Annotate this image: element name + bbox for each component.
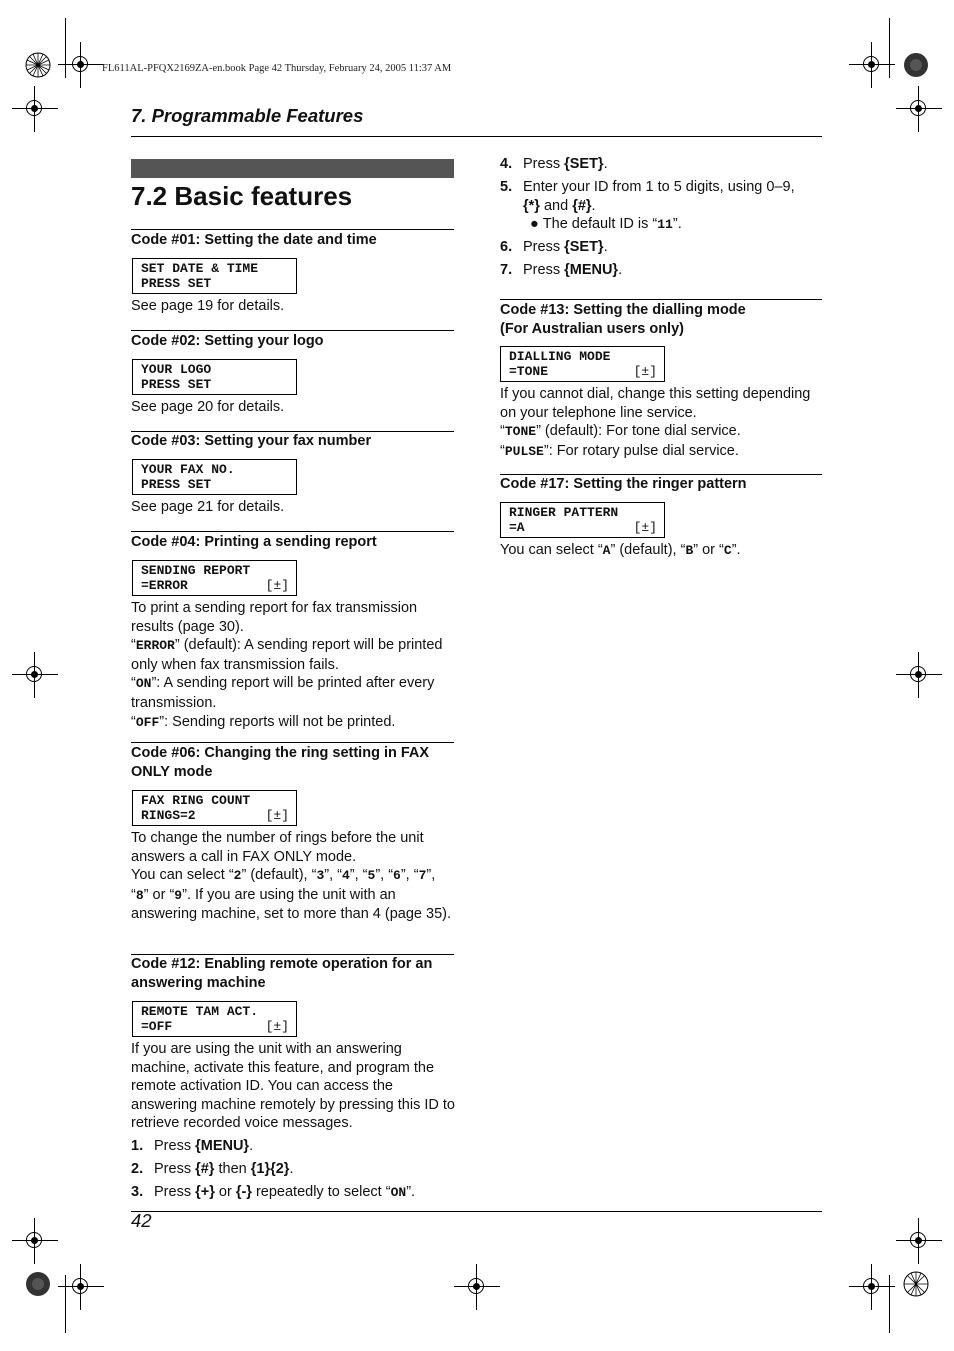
code-divider [131, 531, 454, 532]
code-02-note: See page 20 for details. [131, 399, 285, 415]
lcd-line-2: =ERROR [141, 578, 188, 593]
code-divider [131, 330, 454, 331]
lcd-line-1: DIALLING MODE [509, 349, 611, 364]
set-key-label: {SET} [564, 239, 604, 255]
code-17-options: You can select “A” (default), “B” or “C”. [500, 542, 741, 558]
crosshair-mark-icon [70, 54, 92, 76]
code-04-desc-text: To print a sending report for fax transmission results (page 30). [131, 600, 418, 635]
lcd-line-2: PRESS SET [141, 377, 212, 392]
crosshair-mark-icon [908, 1230, 930, 1252]
page-number: 42 [131, 1210, 152, 1231]
lcd-line-1: YOUR LOGO [141, 362, 212, 377]
code-04-description [131, 599, 456, 732]
crosshair-mark-icon [861, 54, 883, 76]
code-04-option-on: “ON”: A sending report will be printed after every transmission. [131, 675, 435, 711]
code-03-lcd-display [132, 459, 297, 495]
lcd-line-2: PRESS SET [141, 477, 212, 492]
lcd-line-1: REMOTE TAM ACT. [141, 1004, 259, 1019]
crosshair-mark-icon [24, 1230, 46, 1252]
code-06-description: To change the number of rings before the unit answers a call in FAX ONLY mode. You can select “2” (default), “3”, “4”, “5”, “6”, “7”, “8” or “9”. If you are using the unit with an answering machine, set to more than 4 (page 35). [131, 829, 456, 924]
code-13-lcd-display [500, 346, 665, 382]
section-title-bar [131, 159, 454, 178]
code-06-options: You can select “2” (default), “3”, “4”, “5”, “6”, “7”, “8” or “9”. If you are using the unit with an answering machine, set to more than 4 (page 35). [131, 867, 451, 923]
lcd-line-2: PRESS SET [141, 276, 212, 291]
registration-solid-circle-icon [25, 1271, 51, 1297]
star-key-label: {*} [523, 197, 540, 214]
code-12-step-5: 5. Enter your ID from 1 to 5 digits, using 0–9, {*} and {#}. [500, 179, 795, 214]
crop-line [889, 18, 890, 78]
crop-line [889, 1275, 890, 1333]
hash-key-label: {#} [195, 1161, 215, 1177]
code-13-heading: Code #13: Setting the dialling mode (For Australian users only) [500, 302, 746, 337]
crosshair-mark-icon [908, 98, 930, 120]
code-06-heading: Code #06: Changing the ring setting in FAX ONLY mode [131, 745, 430, 780]
code-03-heading: Code #03: Setting your fax number [131, 433, 372, 449]
code-divider [131, 742, 454, 743]
header-rule [131, 136, 822, 137]
lcd-line-1: YOUR FAX NO. [141, 462, 235, 477]
code-12-step-4: 4. Press {SET}. [500, 156, 608, 172]
code-04-lcd-display [132, 560, 297, 596]
code-12-heading: Code #12: Enabling remote operation for an answering machine [131, 956, 433, 991]
lcd-plus-minus-indicator: [±] [265, 808, 289, 823]
hash-key-label: {#} [572, 197, 592, 214]
registration-starburst-icon [903, 1271, 929, 1297]
code-01-lcd-display [132, 258, 297, 294]
lcd-line-1: SET DATE & TIME [141, 261, 259, 276]
code-12-lcd-display [132, 1001, 297, 1037]
set-key-label: {SET} [564, 156, 604, 172]
code-04-option-off: “OFF”: Sending reports will not be printed. [131, 713, 396, 730]
code-divider [131, 229, 454, 230]
lcd-line-1: FAX RING COUNT [141, 793, 251, 808]
footer-rule [131, 1211, 822, 1212]
code-12-step-7: 7. Press {MENU}. [500, 262, 623, 278]
plus-key-label: {+} [195, 1184, 215, 1200]
lcd-line-2: RINGS=2 [141, 808, 196, 823]
code-13-option-pulse: “PULSE”: For rotary pulse dial service. [500, 442, 739, 459]
code-04-option-error: “ERROR” (default): A sending report will be printed only when fax transmission fails. [131, 637, 443, 673]
bullet-icon: ● [530, 216, 543, 232]
code-12-description: If you are using the unit with an answering machine, activate this feature, and program the remote activation ID. You can access the answering machine remotely by pressing this ID to retrieve recorded voice messages. [131, 1041, 455, 1132]
crosshair-mark-icon [861, 1276, 883, 1298]
crosshair-mark-icon [24, 98, 46, 120]
crop-line [65, 1275, 66, 1333]
crop-line [65, 18, 66, 78]
lcd-line-2: =OFF [141, 1019, 173, 1034]
lcd-plus-minus-indicator: [±] [265, 578, 289, 593]
code-02-lcd-display [132, 359, 297, 395]
chapter-title: 7. Programmable Features [131, 105, 364, 126]
code-12-default-id-note: ● The default ID is “11”. [530, 216, 682, 232]
registration-starburst-icon [25, 52, 51, 78]
code-divider [500, 299, 822, 300]
code-17-lcd-display [500, 502, 665, 538]
minus-key-label: {-} [235, 1184, 252, 1200]
book-info: FL611AL-PFQX2169ZA-en.book Page 42 Thursday, February 24, 2005 11:37 AM [102, 63, 452, 74]
code-02-heading: Code #02: Setting your logo [131, 333, 324, 349]
code-04-heading: Code #04: Printing a sending report [131, 534, 377, 550]
lcd-plus-minus-indicator: [±] [633, 364, 657, 379]
digit-keys-label: {1}{2} [250, 1161, 290, 1177]
crosshair-mark-icon [466, 1276, 488, 1298]
code-12-step-3: 3. Press {+} or {-} repeatedly to select “ON”. [131, 1184, 416, 1200]
crosshair-mark-icon [70, 1276, 92, 1298]
code-13-description: If you cannot dial, change this setting depending on your telephone line service. “TONE” (default): For tone dial service. “PULSE”: For rotary pulse dial service. [500, 385, 824, 461]
code-12-step-1: 1. Press {MENU}. [131, 1138, 254, 1154]
lcd-plus-minus-indicator: [±] [633, 520, 657, 535]
lcd-line-2: =TONE [509, 364, 549, 379]
code-13-option-tone: “TONE” (default): For tone dial service. [500, 423, 741, 440]
lcd-plus-minus-indicator: [±] [265, 1019, 289, 1034]
menu-key-label: {MENU} [564, 262, 619, 278]
menu-key-label: {MENU} [195, 1138, 250, 1154]
code-17-heading: Code #17: Setting the ringer pattern [500, 476, 747, 492]
lcd-line-1: RINGER PATTERN [509, 505, 619, 520]
lcd-line-2: =A [509, 520, 525, 535]
code-03-note: See page 21 for details. [131, 499, 285, 515]
crosshair-mark-icon [908, 664, 930, 686]
crosshair-mark-icon [24, 664, 46, 686]
code-12-step-6: 6. Press {SET}. [500, 239, 608, 255]
lcd-line-1: SENDING REPORT [141, 563, 251, 578]
code-06-lcd-display [132, 790, 297, 826]
code-12-step-2: 2. Press {#} then {1}{2}. [131, 1161, 294, 1177]
registration-solid-circle-icon [903, 52, 929, 78]
code-01-heading: Code #01: Setting the date and time [131, 232, 377, 248]
code-01-note: See page 19 for details. [131, 298, 285, 314]
section-title: 7.2 Basic features [131, 181, 353, 211]
